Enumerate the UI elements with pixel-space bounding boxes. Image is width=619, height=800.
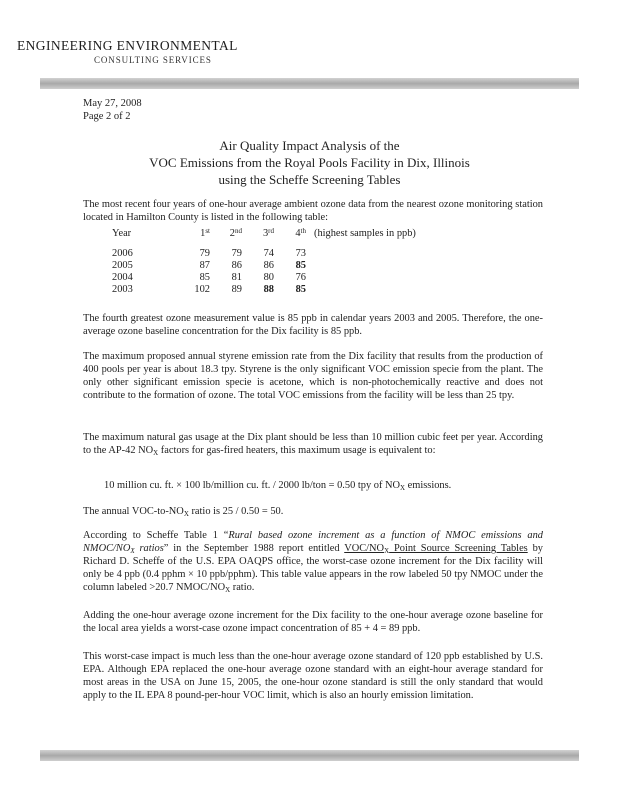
row-value-1: 85: [199, 272, 210, 283]
company-name: ENGINEERING ENVIRONMENTAL: [17, 38, 238, 53]
nox-formula: 10 million cu. ft. × 100 lb/million cu. ft. / 2000 lb/ton = 0.50 tpy of $NO_X$ emissions.: [104, 480, 452, 492]
final-paragraph: This worst-case impact is much less than the one-hour average ozone standard of 120 ppb established by U.S. EPA. Although EPA replaced the one-hour average ozone standard with an eight-hour average standard for most areas in the USA on June 15, 2005, the one-hour ozone standard is still the only standard that would apply to the IL EPA 8 pound-per-hour VOC limit, which is also an hourly emission limitation.: [83, 651, 543, 701]
table-row: [112, 248, 416, 260]
row-value-2: 86: [231, 260, 242, 271]
row-value-3: 88: [263, 284, 274, 295]
natural-gas-paragraph: The maximum natural gas usage at the Dix plant should be less than 10 million cubic feet per year. According to the AP-42 $NO_X$ factors for gas-fired heaters, this maximum usage is equivalent to:: [83, 432, 543, 457]
row-value-1: 102: [194, 284, 210, 295]
header-note: (highest samples in ppb): [314, 228, 416, 239]
header-3rd: 3rd: [262, 227, 274, 239]
letter-meta: [83, 97, 142, 123]
row-value-4: 76: [295, 272, 306, 283]
baseline-paragraph: The fourth greatest ozone measurement value is 85 ppb in calendar years 2003 and 2005. Therefore, the one-average ozone baseline concentration for the Dix facility is 85 ppb.: [83, 313, 543, 337]
row-value-4: 85: [295, 260, 306, 271]
intro-paragraph: The most recent four years of one-hour average ambient ozone data from the nearest ozone monitoring station located in Hamilton County is listed in the following table:: [83, 199, 543, 223]
page-number: Page 2 of 2: [83, 111, 131, 122]
footer-rule: [40, 750, 579, 761]
row-value-1: 87: [199, 260, 210, 271]
row-value-3: 80: [263, 272, 274, 283]
row-value-3: 86: [263, 260, 274, 271]
header-2nd: 2nd: [229, 227, 242, 239]
title-line-1: Air Quality Impact Analysis of the: [219, 138, 400, 153]
row-value-3: 74: [263, 248, 274, 259]
styrene-paragraph: The maximum proposed annual styrene emission rate from the Dix facility that results from the production of 400 pools per year is about 18.3 tpy. Styrene is the only significant VOC emission specie from the plant. The only other significant emission specie is acetone, which is non-photochemically reactive and does not contribute to the formation of ozone. The total VOC emissions from the facility will be less than 25 tpy.: [83, 351, 543, 401]
row-year: 2003: [112, 284, 133, 295]
header-4th: 4th: [295, 227, 306, 239]
header-year: Year: [112, 228, 132, 239]
row-year: 2004: [112, 272, 133, 283]
row-year: 2006: [112, 248, 133, 259]
company-subtitle: CONSULTING SERVICES: [94, 55, 212, 65]
ratio-paragraph: The annual VOC-$to-NO_X$ ratio is 25 / 0.50 = 50.: [83, 506, 284, 518]
row-value-2: 81: [231, 272, 242, 283]
row-value-2: 79: [231, 248, 242, 259]
adding-paragraph: Adding the one-hour average ozone increment for the Dix facility to the one-hour average ozone baseline for the local area yields a worst-case ozone impact concentration of 85 + 4 = 89 ppb.: [83, 610, 543, 634]
title-line-3: using the Scheffe Screening Tables: [218, 172, 401, 187]
row-value-4: 73: [295, 248, 306, 259]
ozone-table: [112, 228, 416, 296]
table-row: [112, 260, 416, 272]
letter-date: May 27, 2008: [83, 98, 142, 109]
ozone-table-header: [112, 228, 416, 240]
table-row: [112, 284, 416, 296]
scheffe-paragraph: According to Scheffe Table 1 “Rural based ozone increment as a function of NMOC emissions and NMOC/$NO_X$ ratios” in the September 1988 report entitled VOC/$NO_X$ Point Source Screening Tables by Richard D. Scheffe of the U.S. EPA OAQPS office, the worst-case ozone increment for the Dix facility will only be 4 ppb (0.4 pphm × 10 ppb/pphm). This table value appears in the row labeled 50 tpy NMOC under the column labeled >20.7 NMOC/$NO_X$ ratio.: [83, 530, 543, 594]
title-line-2: VOC Emissions from the Royal Pools Facility in Dix, Illinois: [149, 155, 470, 170]
row-value-1: 79: [199, 248, 210, 259]
row-value-2: 89: [231, 284, 242, 295]
row-value-4: 85: [295, 284, 306, 295]
table-row: [112, 272, 416, 284]
header-1st: 1st: [200, 227, 210, 239]
row-year: 2005: [112, 260, 133, 271]
header-rule: [40, 78, 579, 89]
